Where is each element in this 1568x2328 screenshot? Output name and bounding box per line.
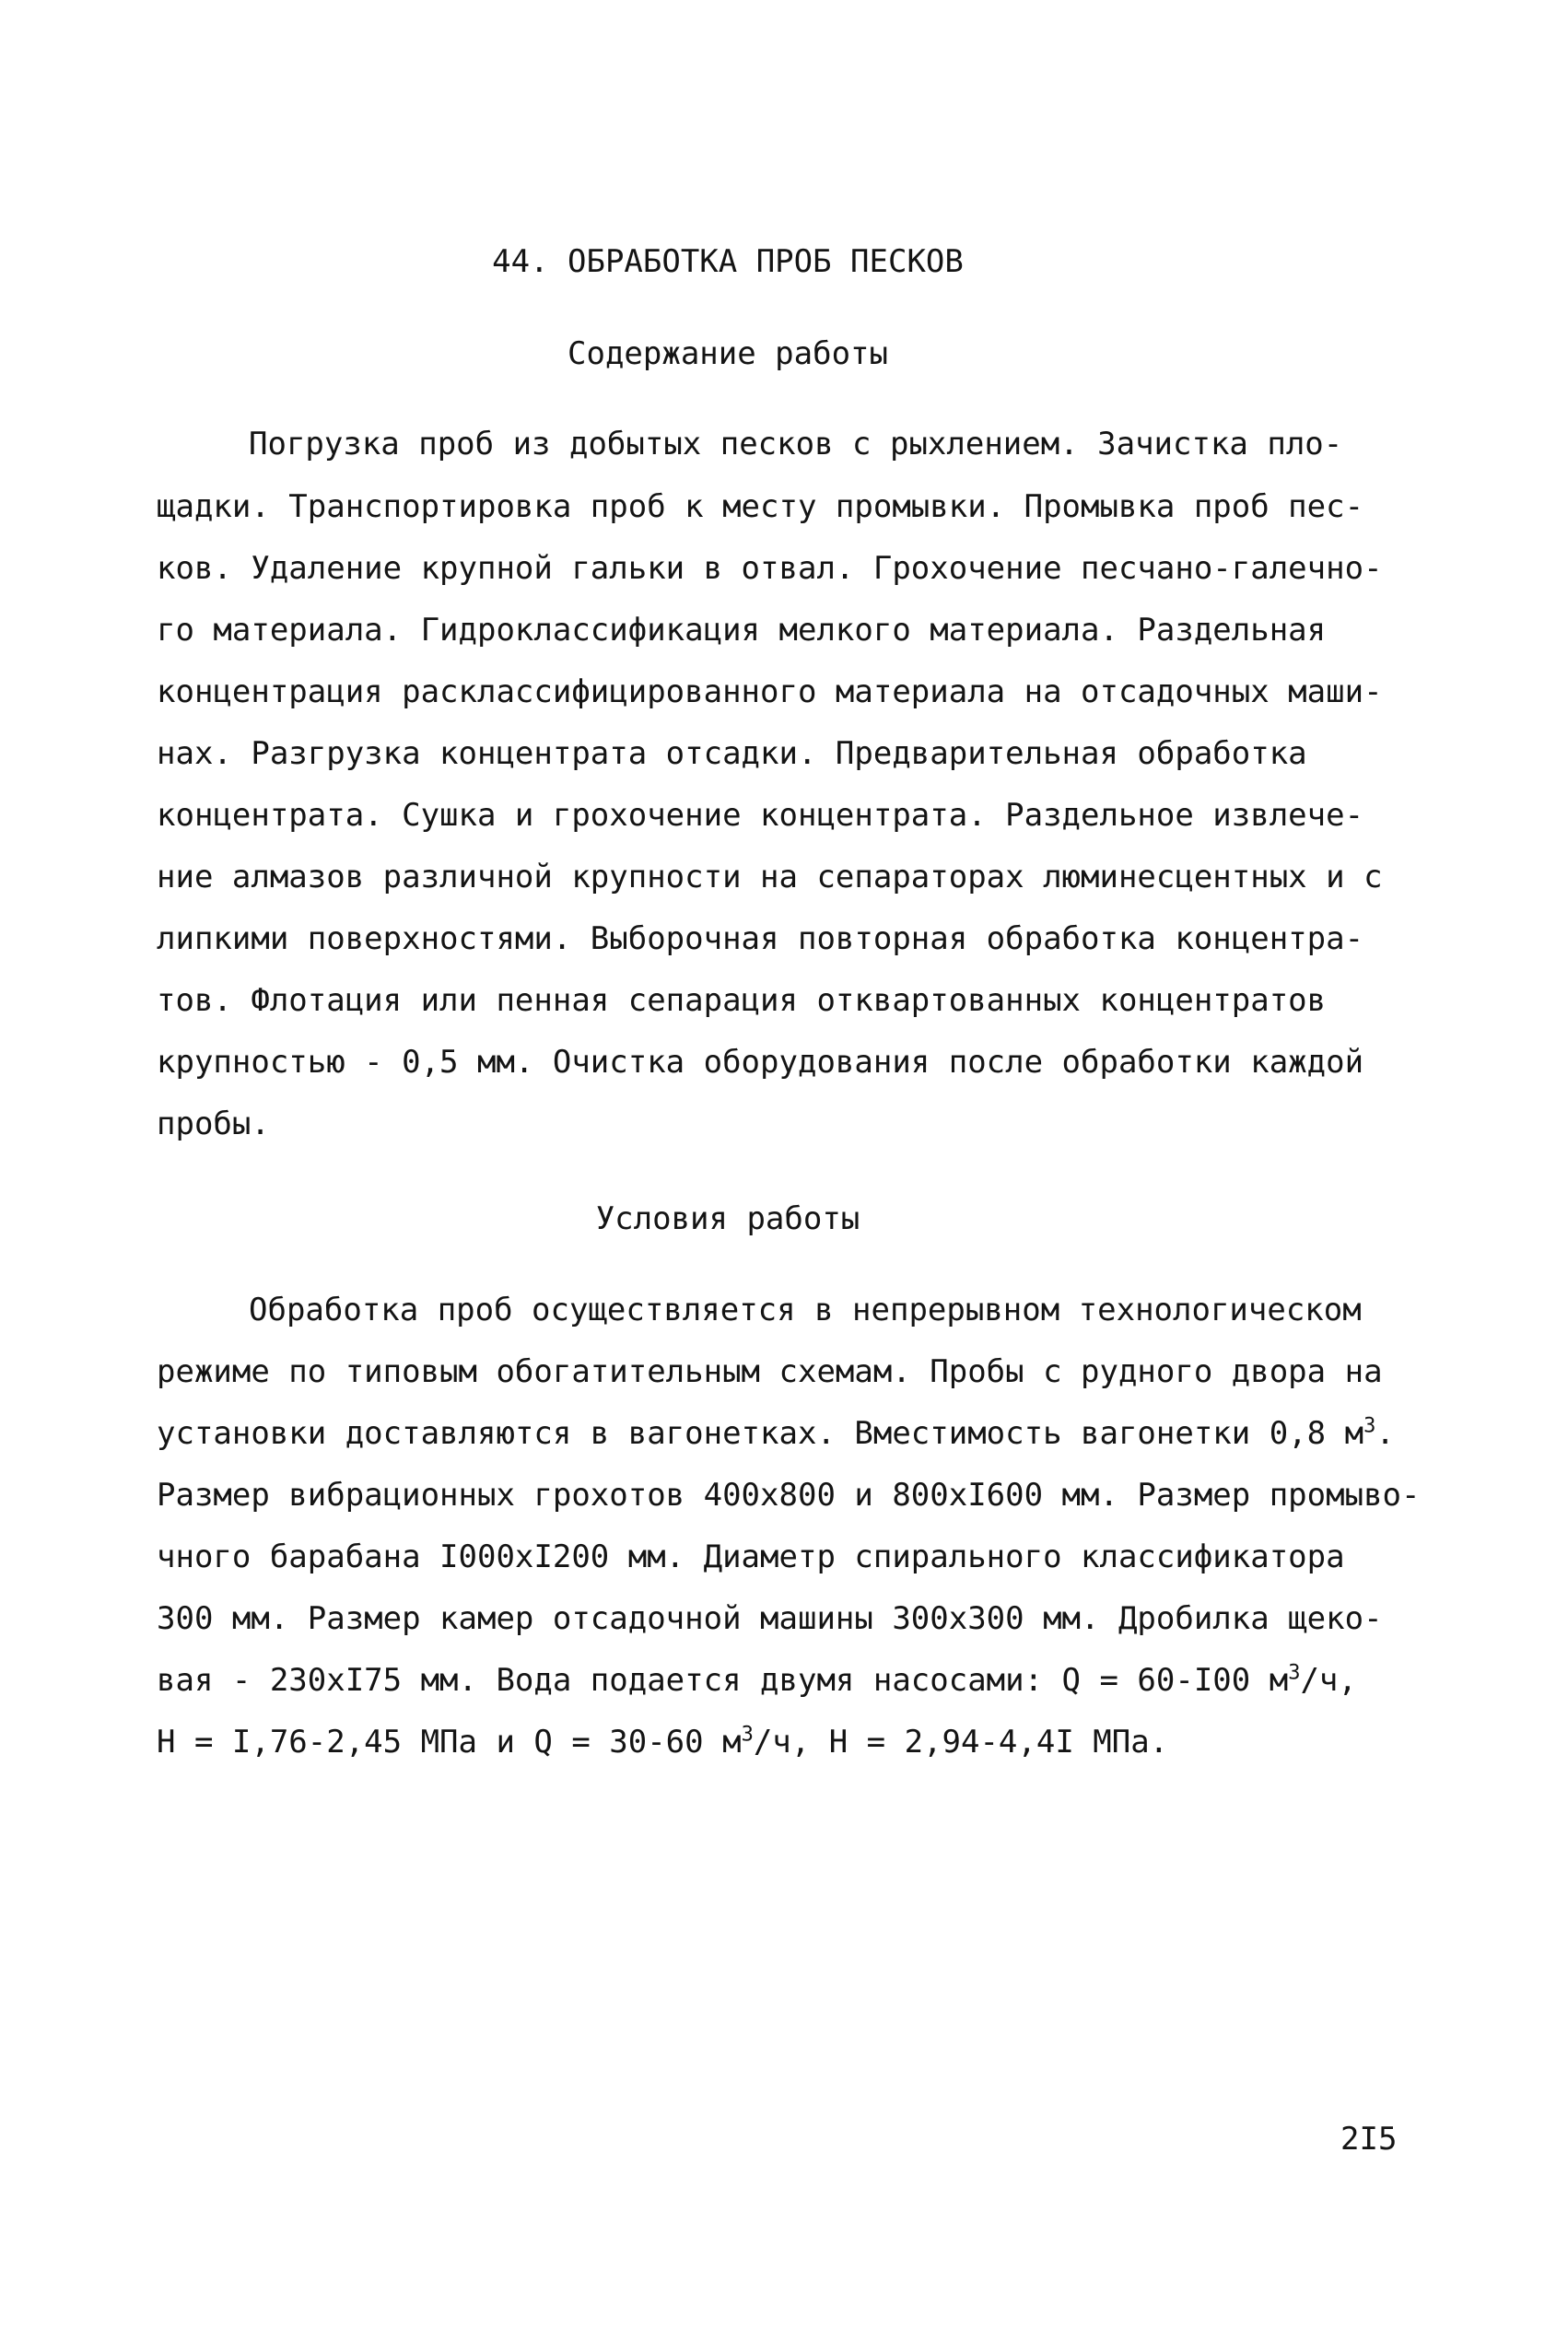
paragraph-line: ков. Удаление крупной гальки в отвал. Грохочение песчано-галечно- — [157, 550, 1383, 587]
text-run: Н = I,76-2,45 МПа и Q = 30-60 м — [157, 1724, 742, 1761]
paragraph-line: тов. Флотация или пенная сепарация отквартованных концентратов — [157, 982, 1327, 1019]
paragraph-line: концентрация расклассифицированного материала на отсадочных маши- — [157, 673, 1383, 710]
paragraph-line: чного барабана I000хI200 мм. Диаметр спирального классификатора — [157, 1538, 1345, 1575]
paragraph-line: Размер вибрационных грохотов 400х800 и 800хI600 мм. Размер промыво- — [157, 1477, 1421, 1514]
superscript: 3 — [741, 1723, 754, 1747]
section-heading-conditions: Условия работы — [595, 1200, 860, 1237]
paragraph-line: Обработка проб осуществляется в непрерывном технологическом — [249, 1292, 1362, 1328]
paragraph-line — [157, 1724, 1168, 1761]
text-run: /ч, — [1300, 1662, 1357, 1699]
paragraph-line: режиме по типовым обогатительным схемам. Пробы с рудного двора на — [157, 1353, 1383, 1390]
superscript: 3 — [1288, 1661, 1301, 1685]
paragraph-line — [157, 1415, 1395, 1452]
text-run: /ч, Н = 2,94-4,4I МПа. — [753, 1724, 1169, 1761]
text-run: установки доставляются в вагонетках. Вместимость вагонетки 0,8 м — [157, 1415, 1364, 1452]
paragraph-line: 300 мм. Размер камер отсадочной машины 300х300 мм. Дробилка щеко- — [157, 1600, 1383, 1637]
paragraph-line: Погрузка проб из добытых песков с рыхлением. Зачистка пло- — [249, 426, 1343, 462]
superscript: 3 — [1363, 1414, 1376, 1438]
paragraph-line: нах. Разгрузка концентрата отсадки. Предварительная обработка — [157, 735, 1307, 772]
paragraph-line: ние алмазов различной крупности на сепараторах люминесцентных и с — [157, 859, 1383, 895]
paragraph-line: концентрата. Сушка и грохочение концентрата. Раздельное извлече- — [157, 797, 1364, 834]
text-run: вая - 230хI75 мм. Вода подается двумя насосами: Q = 60-I00 м — [157, 1662, 1289, 1699]
paragraph-line: го материала. Гидроклассификация мелкого материала. Раздельная — [157, 612, 1327, 649]
paragraph-line: липкими поверхностями. Выборочная повторная обработка концентра- — [157, 920, 1364, 957]
section-heading-content: Содержание работы — [568, 335, 888, 372]
page-title: 44. ОБРАБОТКА ПРОБ ПЕСКОВ — [492, 243, 964, 280]
paragraph-line: пробы. — [157, 1106, 270, 1142]
text-run: . — [1375, 1415, 1395, 1452]
paragraph-line: щадки. Транспортировка проб к месту промывки. Промывка проб пес- — [157, 488, 1364, 525]
page-number: 2I5 — [1340, 2121, 1398, 2158]
paragraph-line — [157, 1662, 1357, 1699]
paragraph-line: крупностью - 0,5 мм. Очистка оборудования после обработки каждой — [157, 1044, 1364, 1081]
